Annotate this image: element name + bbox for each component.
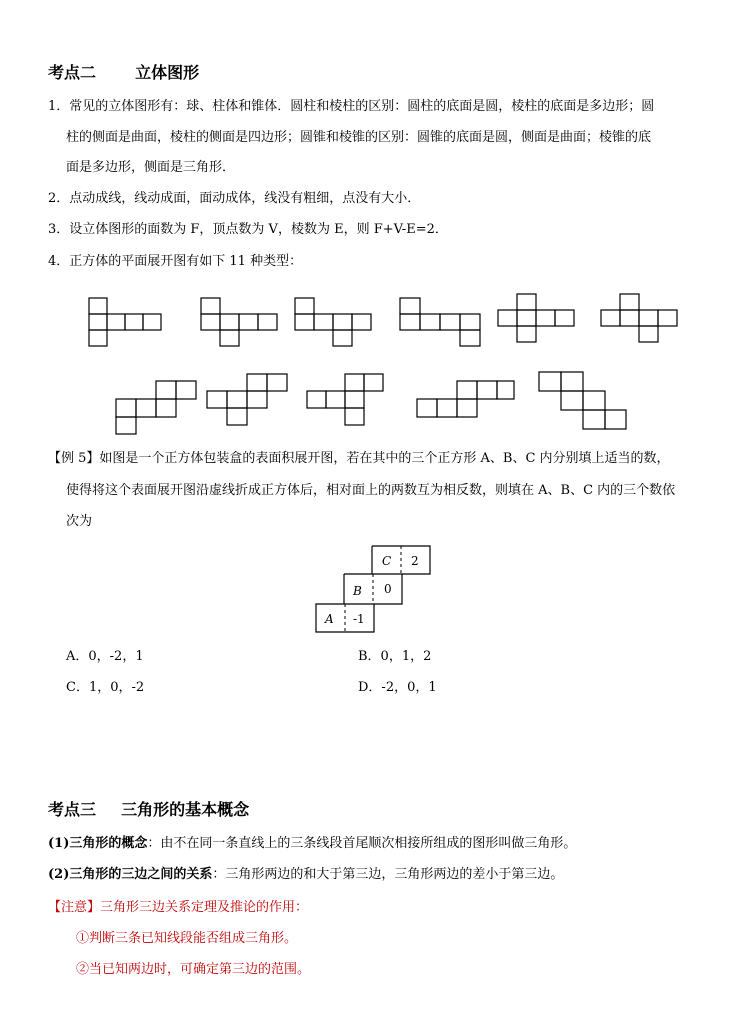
paragraph-1	[48, 835, 576, 853]
note-item-1: ①判断三条已知线段能否组成三角形。	[76, 931, 298, 946]
cube-net-1	[88, 297, 164, 349]
label-a: A	[325, 612, 334, 626]
item-2: 2．点动成线，线动成面，面动成体，线没有粗细，点没有大小．	[48, 191, 421, 206]
section-3-number: 考点三	[48, 800, 97, 819]
option-d[interactable]: D．-2，0，1	[358, 680, 437, 695]
paragraph-2	[48, 866, 563, 884]
section-2-title: 立体图形	[135, 63, 200, 82]
cube-net-2	[200, 297, 280, 349]
note-item-2: ②当已知两边时，可确定第三边的范围。	[76, 962, 311, 977]
option-c[interactable]: C．1，0，-2	[66, 680, 145, 695]
label-b: B	[353, 584, 362, 598]
cube-net-8	[206, 373, 290, 427]
item-1-line-3: 面是多边形，侧面是三角形．	[66, 160, 236, 175]
section-2-number: 考点二	[48, 63, 97, 82]
label-neg1: -1	[353, 612, 365, 626]
example-5-line-3: 次为	[66, 514, 93, 529]
cube-net-5	[497, 293, 577, 345]
option-b[interactable]: B．0，1，2	[358, 649, 432, 664]
cube-net-7	[115, 380, 199, 436]
item-1-line-2: 柱的侧面是曲面，棱柱的侧面是四边形；圆锥和棱锥的区别：圆锥的底面是圆，侧面是曲面；棱锥的底	[66, 130, 652, 145]
paragraph-1-text: ：由不在同一条直线上的三条线段首尾顺次相接所组成的图形叫做三角形。	[147, 836, 577, 851]
cube-net-11	[538, 371, 628, 431]
option-a[interactable]: A．0，-2，1	[66, 649, 144, 664]
label-zero: 0	[384, 582, 392, 596]
cube-net-10	[416, 380, 516, 420]
example-5-line-1: 【例 5】如图是一个正方体包装盒的表面积展开图，若在其中的三个正方形 A、B、C 内分别填上适当的数，	[48, 451, 670, 466]
item-1-line-1: 1．常见的立体图形有：球、柱体和锥体．圆柱和棱柱的区别：圆柱的底面是圆，棱柱的底面是多边形；圆	[48, 99, 655, 114]
label-c: C	[382, 554, 392, 568]
paragraph-2-text: ：三角形两边的和大于第三边，三角形两边的差小于第三边。	[212, 867, 564, 882]
paragraph-2-term: (2)三角形的三边之间的关系	[48, 867, 213, 882]
section-3-heading	[48, 797, 249, 820]
cube-net-9	[305, 373, 387, 427]
paragraph-1-term: (1)三角形的概念	[48, 836, 148, 851]
section-2-heading	[48, 60, 199, 83]
label-two: 2	[411, 554, 419, 568]
item-3: 3．设立体图形的面数为 F，顶点数为 V，棱数为 E，则 F+V-E=2．	[48, 222, 448, 237]
cube-net-3	[294, 297, 374, 349]
item-4: 4．正方体的平面展开图有如下 11 种类型：	[48, 254, 303, 269]
example-5-line-2: 使得将这个表面展开图沿虚线折成正方体后，相对面上的两数互为相反数，则填在 A、B、C 内的三个数依	[66, 483, 676, 498]
cube-net-4	[399, 297, 485, 349]
note-heading: 【注意】三角形三边关系定理及推论的作用：	[48, 900, 309, 915]
example-5-net-figure	[312, 544, 434, 634]
cube-net-6	[600, 293, 682, 345]
section-3-title: 三角形的基本概念	[121, 800, 250, 819]
